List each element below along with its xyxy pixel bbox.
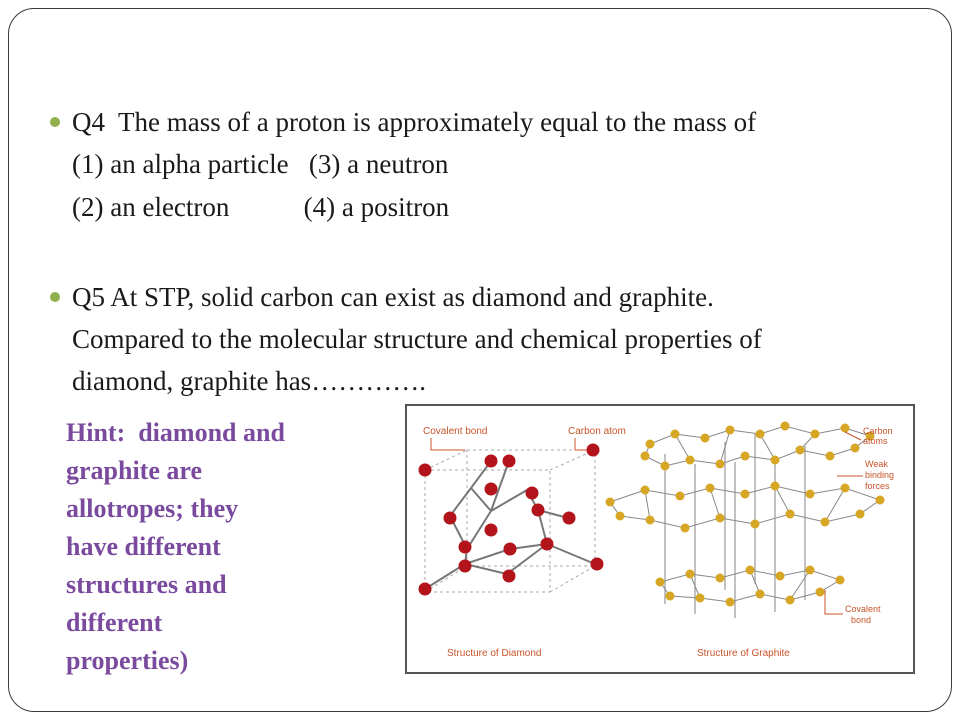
diamond-atom — [563, 512, 576, 525]
caption-graphite: Structure of Graphite — [697, 648, 790, 659]
hint-line: properties) — [66, 646, 189, 675]
graphite-atom — [606, 498, 615, 507]
graphite-atom — [781, 422, 790, 431]
label-covalent-line-2: bond — [851, 615, 872, 625]
graphite-atom — [646, 516, 655, 525]
graphite-atom — [776, 572, 785, 581]
label-carbon-atoms-line-1: Carbon — [863, 426, 893, 436]
hint-line: graphite are — [66, 456, 202, 485]
graphite-atom — [841, 424, 850, 433]
graphite-atom — [876, 496, 885, 505]
diamond-atom — [485, 455, 498, 468]
graphite-atom — [641, 486, 650, 495]
diamond-atom — [591, 558, 604, 571]
hint-line: have different — [66, 532, 221, 561]
diamond-atom — [419, 583, 432, 596]
graphite-atom — [741, 490, 750, 499]
label-carbon-atoms-line-2: atoms — [863, 436, 888, 446]
graphite-atom — [751, 520, 760, 529]
diamond-atom — [503, 455, 516, 468]
diamond-atom — [587, 444, 600, 457]
bullet-q4 — [50, 117, 60, 127]
graphite-atom — [821, 518, 830, 527]
graphite-atom — [756, 590, 765, 599]
graphite-atom — [786, 510, 795, 519]
label-weak-line-1: Weak — [865, 459, 888, 469]
hint-box — [66, 414, 356, 680]
diamond-atom — [503, 570, 516, 583]
graphite-atom — [656, 578, 665, 587]
graphite-atom — [771, 482, 780, 491]
bullet-q5 — [50, 292, 60, 302]
graphite-atom — [666, 592, 675, 601]
graphite-atom — [806, 490, 815, 499]
graphite-atom — [746, 566, 755, 575]
diamond-atom — [459, 541, 472, 554]
diamond-atom — [504, 543, 517, 556]
label-weak-line-2: binding — [865, 470, 895, 480]
figure-frame — [406, 405, 914, 673]
graphite-atom — [851, 444, 860, 453]
diamond-atom — [485, 524, 498, 537]
q5-question-line-2: Compared to the molecular structure and chemical properties of — [72, 324, 762, 354]
diamond-atom — [419, 464, 432, 477]
graphite-atom — [771, 456, 780, 465]
q4-options-row-1: (1) an alpha particle (3) a neutron — [72, 149, 449, 179]
graphite-atom — [796, 446, 805, 455]
graphite-atom — [616, 512, 625, 521]
graphite-atom — [676, 492, 685, 501]
diamond-atom — [526, 487, 539, 500]
q5-question-line-3: diamond, graphite has…………. — [72, 366, 426, 396]
label-carbon-atom: Carbon atom — [568, 426, 626, 437]
diamond-atom — [541, 538, 554, 551]
graphite-atom — [641, 452, 650, 461]
graphite-atom — [811, 430, 820, 439]
diamond-atom — [485, 483, 498, 496]
diamond-atom — [532, 504, 545, 517]
graphite-atom — [671, 430, 680, 439]
q4-options-row-2: (2) an electron (4) a positron — [72, 192, 450, 222]
graphite-atom — [786, 596, 795, 605]
q4-question: Q4 The mass of a proton is approximately equal to the mass of — [72, 107, 757, 137]
hint-line: Hint: diamond and — [66, 418, 285, 447]
graphite-atom — [681, 524, 690, 533]
graphite-atom — [806, 566, 815, 575]
graphite-atom — [696, 594, 705, 603]
graphite-atom — [686, 456, 695, 465]
diamond-atom — [444, 512, 457, 525]
graphite-atom — [841, 484, 850, 493]
graphite-atom — [726, 598, 735, 607]
graphite-atom — [816, 588, 825, 597]
graphite-atom — [836, 576, 845, 585]
graphite-atom — [826, 452, 835, 461]
hint-line: allotropes; they — [66, 494, 239, 523]
label-weak-line-3: forces — [865, 481, 890, 491]
graphite-atom — [646, 440, 655, 449]
hint-line: different — [66, 608, 163, 637]
caption-diamond: Structure of Diamond — [447, 648, 542, 659]
carbon-allotropes-figure — [405, 404, 915, 674]
graphite-atom — [706, 484, 715, 493]
q5-question-line-1: Q5 At STP, solid carbon can exist as diamond and graphite. — [72, 282, 714, 312]
hint-line: structures and — [66, 570, 227, 599]
graphite-atom — [686, 570, 695, 579]
graphite-atom — [701, 434, 710, 443]
graphite-atom — [741, 452, 750, 461]
graphite-atom — [661, 462, 670, 471]
graphite-atom — [726, 426, 735, 435]
graphite-atom — [716, 514, 725, 523]
graphite-atom — [716, 574, 725, 583]
label-covalent-line-1: Covalent — [845, 604, 881, 614]
diamond-atom — [459, 560, 472, 573]
graphite-atom — [716, 460, 725, 469]
graphite-atom — [756, 430, 765, 439]
graphite-atom — [856, 510, 865, 519]
label-covalent-bond: Covalent bond — [423, 426, 488, 437]
